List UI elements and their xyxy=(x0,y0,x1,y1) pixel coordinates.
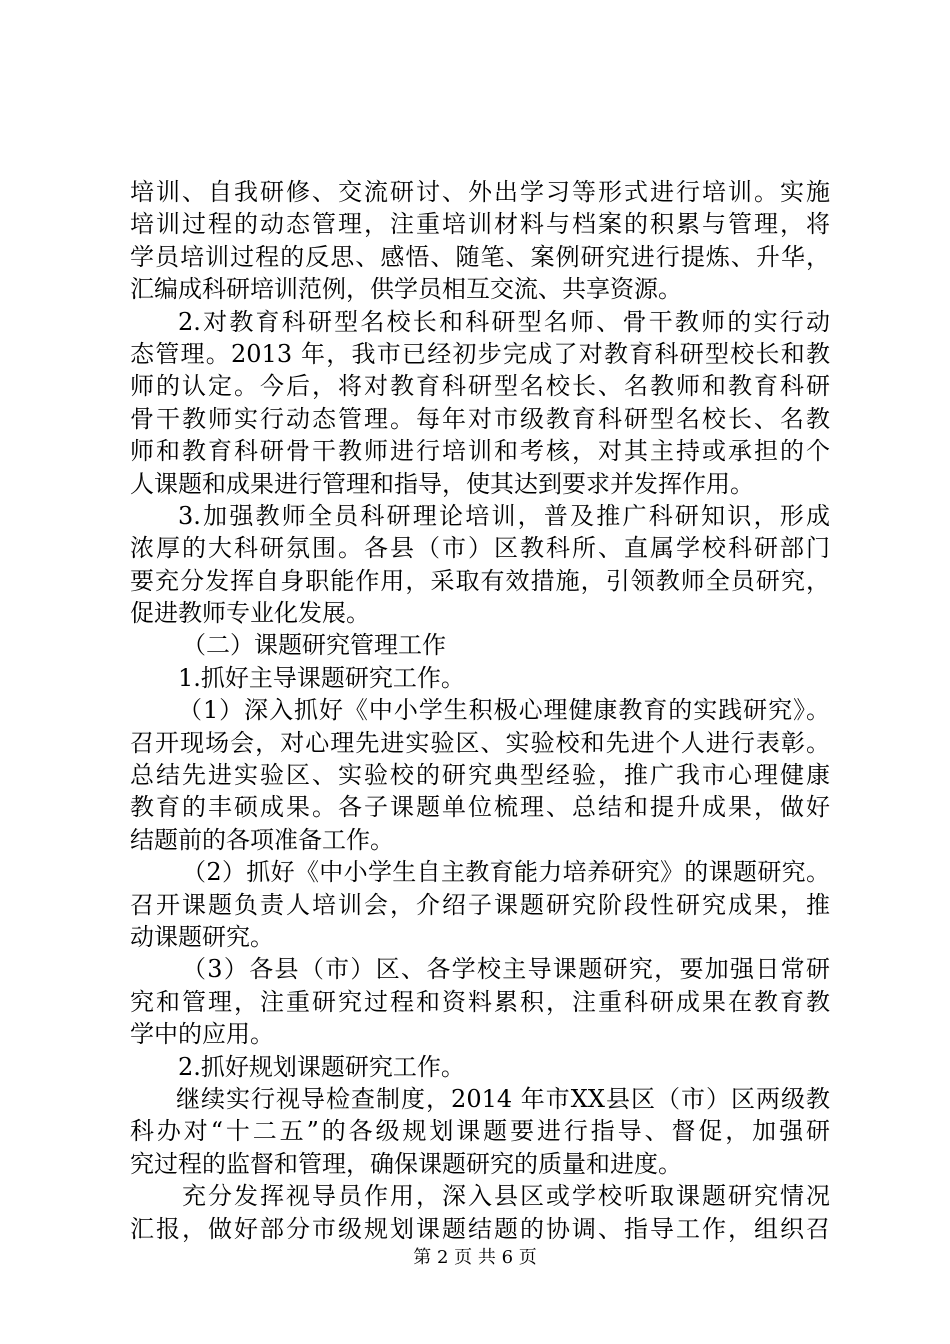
text-line: 骨干教师实行动态管理。每年对市级教育科研型名校长、名教 xyxy=(130,404,830,433)
text-line: 人课题和成果进行管理和指导，使其达到要求并发挥作用。 xyxy=(130,469,754,498)
section-heading: （二）课题研究管理工作 xyxy=(182,631,446,660)
text-line: 究过程的监督和管理，确保课题研究的质量和进度。 xyxy=(130,1149,682,1178)
text-line: 3.加强教师全员科研理论培训，普及推广科研知识，形成 xyxy=(178,501,830,530)
text-line: （1）深入抓好《中小学生积极心理健康教育的实践研究》。 xyxy=(178,696,830,725)
text-line: 学员培训过程的反思、感悟、随笔、案例研究进行提炼、升华， xyxy=(130,242,830,271)
text-line: 1.抓好主导课题研究工作。 xyxy=(178,663,465,692)
text-line: 究和管理，注重研究过程和资料累积，注重科研成果在教育教 xyxy=(130,987,830,1016)
document-body xyxy=(130,176,830,1245)
page-number-footer: 第 2 页 共 6 页 xyxy=(413,1247,537,1268)
text-line: 要充分发挥自身职能作用，采取有效措施，引领教师全员研究， xyxy=(130,566,830,595)
text-line: 培训、自我研修、交流研讨、外出学习等形式进行培训。实施 xyxy=(130,178,830,206)
text-line: 浓厚的大科研氛围。各县（市）区教科所、直属学校科研部门 xyxy=(130,534,830,563)
text-line: 继续实行视导检查制度，2014 年市XX县区（市）区两级教 xyxy=(176,1084,830,1113)
text-line: 培训过程的动态管理，注重培训材料与档案的积累与管理，将 xyxy=(130,210,830,239)
text-line: 教育的丰硕成果。各子课题单位梳理、总结和提升成果，做好 xyxy=(130,793,830,822)
text-line: 学中的应用。 xyxy=(130,1020,274,1049)
text-line: （2）抓好《中小学生自主教育能力培养研究》的课题研究。 xyxy=(182,858,830,887)
text-line: 促进教师专业化发展。 xyxy=(130,599,370,628)
text-line: 总结先进实验区、实验校的研究典型经验，推广我市心理健康 xyxy=(130,761,830,790)
text-line: 汇编成科研培训范例，供学员相互交流、共享资源。 xyxy=(130,275,682,304)
text-line: 召开现场会，对心理先进实验区、实验校和先进个人进行表彰。 xyxy=(130,728,830,757)
text-line: 师和教育科研骨干教师进行培训和考核，对其主持或承担的个 xyxy=(130,437,830,466)
text-line: 动课题研究。 xyxy=(130,922,274,951)
text-line: 2.抓好规划课题研究工作。 xyxy=(178,1052,465,1081)
text-line: 态管理。2013 年，我市已经初步完成了对教育科研型校长和教 xyxy=(130,339,830,368)
text-line: 充分发挥视导员作用，深入县区或学校听取课题研究情况 xyxy=(182,1182,830,1211)
text-line: 师的认定。今后，将对教育科研型名校长、名教师和教育科研 xyxy=(130,372,830,401)
text-line: 结题前的各项准备工作。 xyxy=(130,825,394,854)
text-line: （3）各县（市）区、各学校主导课题研究，要加强日常研 xyxy=(182,955,830,984)
text-line: 汇报，做好部分市级规划课题结题的协调、指导工作，组织召 xyxy=(130,1214,830,1243)
text-line: 召开课题负责人培训会，介绍子课题研究阶段性研究成果，推 xyxy=(130,890,830,919)
text-line: 科办对“十二五”的各级规划课题要进行指导、督促，加强研 xyxy=(130,1117,830,1146)
text-line: 2.对教育科研型名校长和科研型名师、骨干教师的实行动 xyxy=(178,307,830,336)
